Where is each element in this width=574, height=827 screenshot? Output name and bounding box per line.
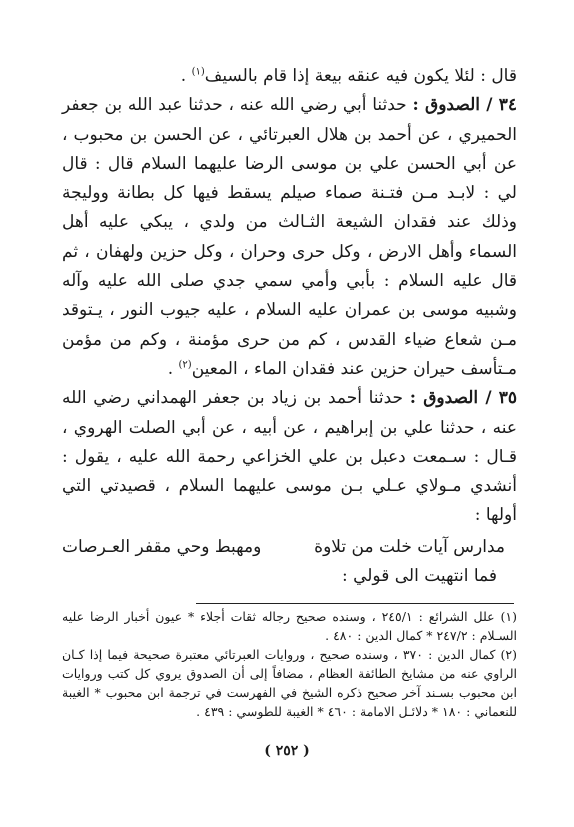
- opening-tail: .: [180, 66, 192, 86]
- footnote-1: (١) علل الشرائع : ٢٤٥/١ ، وسنده صحيح رجاله ثقات أجلاء * عيون أخبار الرضا عليه السـلام : ٢٤٧/٢ * كمال الدين : ٤٨٠ .: [62, 609, 517, 643]
- after-verse-line: فما انتهيت الى قولي :: [341, 566, 497, 587]
- footnote-divider: [196, 603, 514, 604]
- hadith-34-label: ٣٤ / الصدوق :: [412, 95, 517, 116]
- opening-line: [62, 62, 517, 91]
- footnote-2: (٢) كمال الدين : ٣٧٠ ، وسنده صحيح ، وروايات العبرتائي معتبرة صحيحة فيما إذا كـان الراوي عنه من مشايخ الطائفة العظام ، مضافاً إلى أن الصدوق يروي كل كتب وروايات ابن محبوب بسـند آخر صحيح ذكره الشيخ في الفهرست في ترجمة ابن محبوب * الغيبة للنعماني : ١٨٠ * دلائـل الامامة : ٤٦٠ * الغيبة للطوسي : ٤٣٩ .: [62, 647, 517, 719]
- hadith-34: [62, 91, 517, 384]
- hadith-35-text: حدثنا أحمد بن زياد بن جعفر الهمداني رضي الله عنه ، حدثنا علي بن إبراهيم ، عن أبيه ، عن أبي الصلت الهروي ، قـال : سـمعت دعبل بن علي الخزاعي رحمة الله عليه ، يقول : أنشدي مـولاي عـلي بـن موسى عليهما السلام ، قصيدتي التي أولها :: [62, 388, 517, 526]
- main-text: [62, 62, 517, 597]
- footnote-ref-1: (١): [191, 66, 205, 78]
- verse-second-hemistich: ومهبط وحي مقفر العـرصات: [62, 536, 262, 557]
- page-number: ( ٢٥٢ ): [264, 743, 310, 759]
- opening-text: قال : لئلا يكون فيه عنقه بيعة إذا قام بالسيف: [204, 66, 517, 86]
- hadith-35: [62, 384, 517, 530]
- verse-first-hemistich: مدارس آيات خلت من تلاوة: [314, 536, 505, 557]
- hadith-35-label: ٣٥ / الصدوق :: [409, 388, 517, 409]
- hadith-34-tail: .: [167, 358, 179, 379]
- poem-verse: [62, 533, 517, 562]
- hadith-34-text: حدثنا أبي رضي الله عنه ، حدثنا عبد الله بن جعفر الحميري ، عن أحمد بن هلال العبرتائي ، عن الحسن بن محبوب ، عن أبي الحسن علي بن موسى الرضا عليهما السلام قال : قال لي : لابـد مـن فتـنة صماء صيلم يسقط فيها كل بطانة ووليجة وذلك عند فقدان الشيعة الثـالث من ولدي ، يبكي عليه أهل السماء وأهل الارض ، وكل حرى وحران ، وكل حزين ولهفان ، ثم قال عليه السلام : بأبي وأمي سمي جدي صلى الله عليه وآله وشبيه موسى بن عمران عليه السلام ، عليه جيوب النور ، يـتوقد مـن شعاع ضياء القدس ، كم من حرى مؤمنة ، وكم من مؤمن مـتأسف حيران حزين عند فقدان الماء ، المعين: [62, 95, 517, 379]
- footnote-ref-2: (٢): [178, 359, 192, 371]
- footnotes: [62, 607, 517, 721]
